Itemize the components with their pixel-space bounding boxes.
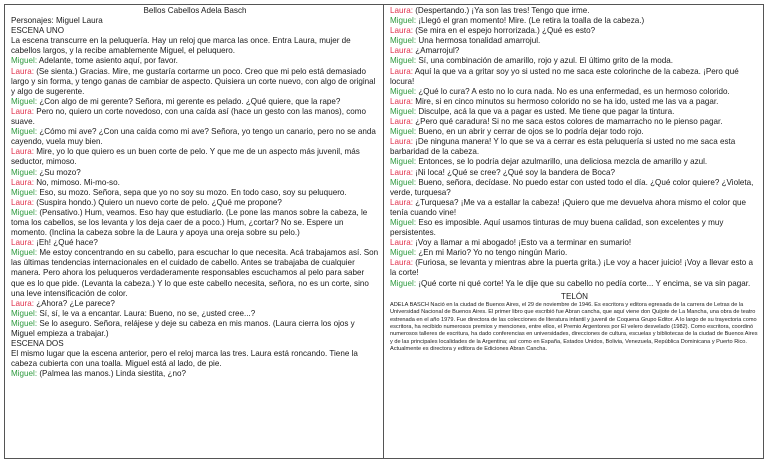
speaker-label: Laura: [11, 197, 34, 207]
dialogue-line [11, 309, 379, 319]
dialogue-line [390, 198, 759, 218]
right-dialogue [390, 6, 759, 289]
speaker-label: Miguel: [11, 369, 38, 379]
speaker-label: Miguel: [11, 187, 38, 197]
line-text: ¡Voy a llamar a mi abogado! ¡Esto va a terminar en sumario! [412, 238, 632, 248]
dialogue-line [390, 46, 759, 56]
dialogue-line [390, 157, 759, 167]
line-text: La escena transcurre en la peluquería. Hay un reloj que marca las once. Entra Laura, mujer de cabellos largos, y la recibe amablemente Miguel, el peluquero. [11, 36, 351, 56]
speaker-label: Miguel: [390, 36, 417, 46]
speaker-label: Miguel: [11, 127, 38, 137]
speaker-label: Laura: [390, 117, 413, 127]
dialogue-line [11, 238, 379, 248]
curtain-heading: TELÓN [561, 291, 588, 301]
speaker-label: Miguel: [390, 16, 417, 26]
dialogue-line [390, 87, 759, 97]
scene-one-heading: ESCENA UNO [11, 26, 65, 36]
speaker-label: Miguel: [390, 248, 417, 258]
line-text: ¿Cómo mi ave? ¿Con una caída como mi ave? Señora, yo tengo un canario, pero no se anda cayendo, vuela muy bien. [11, 127, 376, 147]
speaker-label: Laura: [11, 106, 34, 116]
speaker-label: Miguel: [390, 177, 417, 187]
speaker-label: Laura: [11, 147, 34, 157]
speaker-label: Miguel: [11, 318, 38, 328]
line-text: Entonces, se lo podría dejar azulmarillo, una deliciosa mezcla de amarillo y azul. [416, 157, 708, 167]
speaker-label: Laura: [390, 26, 413, 36]
speaker-label: Laura: [390, 258, 413, 268]
dialogue-line [390, 6, 759, 16]
dialogue-line [390, 67, 759, 87]
line-text: ¡Qué corte ni qué corte! Ya le dije que su cabello no pedía corte... Y encima, se va sin pagar. [416, 278, 751, 288]
dialogue-line [11, 188, 379, 198]
dialogue-line [390, 238, 759, 248]
line-text: ¡Eh! ¿Qué hace? [33, 238, 98, 248]
dialogue-line [11, 339, 379, 349]
dialogue-line [11, 36, 379, 56]
speaker-label: Laura: [390, 197, 413, 207]
line-text: ¿Su mozo? [37, 167, 81, 177]
line-text: ¿Ahora? ¿Le parece? [33, 298, 115, 308]
speaker-label: Miguel: [390, 157, 417, 167]
speaker-label: Laura: [11, 238, 34, 248]
line-text: Eso es imposible. Aquí usamos tinturas de muy buena calidad, son excelentes y muy persistentes. [390, 217, 724, 238]
speaker-label: Laura: [390, 167, 413, 177]
line-text: ¿Con algo de mi gerente? Señora, mi gerente es pelado. ¿Qué quiere, que la rape? [37, 96, 341, 106]
line-text: (Se mira en el espejo horrorizada.) ¿Qué es esto? [412, 26, 596, 36]
dialogue-line [390, 56, 759, 66]
speaker-label: Miguel: [11, 308, 38, 318]
dialogue-line [390, 248, 759, 258]
line-text: Eso, su mozo. Señora, sepa que yo no soy su mozo. En todo caso, soy su peluquero. [37, 187, 347, 197]
dialogue-line [390, 258, 759, 278]
dialogue-line [11, 168, 379, 178]
line-text: Una hermosa tonalidad amarrojul. [416, 36, 541, 46]
line-text: Bueno, señora, decídase. No puedo estar con usted todo el día. ¿Qué color quiere? ¿Violeta, verde, turquesa? [390, 177, 754, 197]
characters-line: Personajes: Miguel Laura [11, 16, 103, 26]
line-text: ESCENA DOS [11, 339, 64, 349]
line-text: Aquí la que va a gritar soy yo si usted no me saca este colorinche de la cabeza. ¡Pero qué locura! [390, 66, 739, 86]
dialogue-line [11, 208, 379, 238]
line-text: El mismo lugar que la escena anterior, pero el reloj marca las tres. Laura está roncando. Tiene la cabeza cubierta con una toalla. Miguel está al lado, de pie. [11, 349, 358, 369]
line-text: Disculpe, acá la que va a pagar es usted. Me tiene que pagar la tintura. [416, 106, 675, 116]
line-text: ¡De ninguna manera! Y lo que se va a cerrar es esta peluquería si usted no me saca esta barbaridad de la cabeza. [390, 137, 736, 157]
line-text: ¿Amarrojul? [412, 46, 460, 56]
line-text: (Se sienta.) Gracias. Mire, me gustaría cortarme un poco. Creo que mi pelo está demasiado largo y sin forma, y tengo ganas de cambiar de aspecto. Quisiera un corte nuevo, con algo de original y algo de sugerente. [11, 66, 376, 96]
line-text: ¿Pero qué caradura! Si no me saca estos colores de mamarracho no le pienso pagar. [412, 117, 723, 127]
speaker-label: Miguel: [11, 56, 38, 66]
dialogue-line [11, 198, 379, 208]
line-text: ¡Llegó el gran momento! Mire. (Le retira la toalla de la cabeza.) [416, 16, 645, 26]
dialogue-line [11, 107, 379, 127]
speaker-label: Miguel: [11, 96, 38, 106]
dialogue-line [11, 299, 379, 309]
author-bio: ADELA BASCH Nació en la ciudad de Buenos Aires, el 29 de noviembre de 1946. Es escritora y editora egresada de la carrera de Letras de la Universidad Nacional de Buenos Aires. El primer libro que escribió fue Abran cancha, que aquí viene don Quijote de La Mancha, una obra de teatro estrenada en el año 1979. Fue directora de las colecciones de literatura infantil y juvenil de Coquena Grupo Editor. A lo largo de su trayectoria como escritora, ha recibido numerosos premios y menciones, entre ellos, el Premio Argentores por El velero desvelado (1982). Como escritora, coordinó numerosos talleres de escritura, ha dado conferencias en universidades, direcciones de cultura, escuelas y bibliotecas de la ciudad de Buenos Aires y de las principales localidades de la Argentina; así como en España, Estados Unidos, Bolivia, Venezuela, República Dominicana y Puerto Rico. Actualmente es directora y editora de Ediciones Abran Cancha. [390, 301, 758, 353]
dialogue-line [390, 117, 759, 127]
line-text: (Despertando.) ¡Ya son las tres! Tengo que irme. [412, 6, 590, 15]
line-text: Bueno, en un abrir y cerrar de ojos se lo podría dejar todo rojo. [416, 127, 644, 137]
line-text: (Pensativo.) Hum, veamos. Eso hay que estudiarlo. (Le pone las manos sobre la cabeza, le toma los cabellos, se los levanta y los deja caer de a poco.) Hum, ¿cortar? No se. Espere un momento. (Inclina la cabeza sobre la de Laura y apoya una oreja sobre su pelo.) [11, 207, 368, 238]
dialogue-line [390, 127, 759, 137]
dialogue-line [11, 67, 379, 97]
dialogue-line [390, 97, 759, 107]
speaker-label: Miguel: [390, 106, 417, 116]
left-column [5, 5, 384, 458]
left-dialogue [11, 36, 379, 379]
speaker-label: Miguel: [390, 217, 417, 227]
dialogue-line [11, 127, 379, 147]
speaker-label: Laura: [390, 6, 413, 15]
speaker-label: Laura: [11, 66, 34, 76]
speaker-label: Laura: [11, 177, 34, 187]
line-text: ¿Turquesa? ¡Me va a estallar la cabeza! ¡Quiero que me devuelva ahora mismo el color que tenía cuando vine! [390, 197, 747, 217]
speaker-label: Miguel: [11, 207, 38, 217]
line-text: Se lo aseguro. Señora, relájese y deje su cabeza en mis manos. (Laura cierra los ojos y Miguel empieza a trabajar.) [11, 318, 355, 338]
line-text: No, mimoso. Mi-mo-so. [33, 177, 120, 187]
line-text: Sí, sí, le va a encantar. Laura: Bueno, no se, ¿usted cree...? [37, 308, 256, 318]
speaker-label: Laura: [390, 46, 413, 56]
speaker-label: Laura: [390, 96, 413, 106]
line-text: Mire, yo lo que quiero es un buen corte de pelo. Y que me de un aspecto más juvenil, más seductor, mimoso. [11, 147, 360, 167]
speaker-label: Miguel: [390, 127, 417, 137]
play-title: Bellos Cabellos Adela Basch [143, 6, 247, 15]
dialogue-line [390, 137, 759, 157]
dialogue-line [11, 248, 379, 298]
dialogue-line [390, 36, 759, 46]
line-text: (Furiosa, se levanta y mientras abre la puerta grita.) ¡Le voy a hacer juicio! ¡Voy a llevar esto a la corte! [390, 258, 754, 278]
speaker-label: Miguel: [11, 167, 38, 177]
dialogue-line [11, 56, 379, 66]
speaker-label: Laura: [390, 66, 413, 76]
line-text: (Suspira hondo.) Quiero un nuevo corte de pelo. ¿Qué me propone? [33, 197, 282, 207]
dialogue-line [390, 218, 759, 238]
dialogue-line [11, 147, 379, 167]
line-text: (Palmea las manos.) Linda siestita, ¿no? [37, 369, 186, 379]
dialogue-line [390, 107, 759, 117]
speaker-label: Miguel: [11, 248, 38, 258]
document-page [4, 4, 764, 459]
line-text: Adelante, tome asiento aquí, por favor. [37, 56, 178, 66]
dialogue-line [11, 349, 379, 369]
line-text: Pero no, quiero un corte novedoso, con una caída así (hace un gesto con las manos), como suave. [11, 106, 366, 127]
dialogue-line [390, 26, 759, 36]
line-text: Sí, una combinación de amarillo, rojo y azul. El último grito de la moda. [416, 56, 673, 66]
right-column [384, 5, 763, 458]
dialogue-line [390, 178, 759, 198]
dialogue-line [390, 279, 759, 289]
line-text: ¡Ni loca! ¿Qué se cree? ¿Qué soy la bandera de Boca? [412, 167, 615, 177]
line-text: Me estoy concentrando en su cabello, para escuchar lo que necesita. Acá trabajamos así. Son las últimas tendencias internacionales en el cuidado de cabello. Antes se trabajaba de cualquier manera. Pero ahora los peluqueros verdaderamente responsables escuchamos al pelo para saber que es lo que pide. (Levanta la cabeza.) Y lo que este cabello necesita, señora, no es un corte, sino una leve intensificación de color. [11, 248, 379, 298]
speaker-label: Laura: [390, 137, 413, 147]
dialogue-line [11, 178, 379, 188]
speaker-label: Miguel: [390, 278, 417, 288]
dialogue-line [11, 97, 379, 107]
speaker-label: Miguel: [390, 56, 417, 66]
dialogue-line [390, 16, 759, 26]
speaker-label: Laura: [390, 238, 413, 248]
line-text: Mire, si en cinco minutos su hermoso colorido no se ha ido, usted me las va a pagar. [412, 96, 719, 106]
line-text: ¿Qué lo cura? A esto no lo cura nada. No es una enfermedad, es un hermoso colorido. [416, 86, 730, 96]
speaker-label: Laura: [11, 298, 34, 308]
dialogue-line [11, 319, 379, 339]
dialogue-line [11, 369, 379, 379]
dialogue-line [390, 168, 759, 178]
line-text: ¿En mi Mario? Yo no tengo ningún Mario. [416, 248, 568, 258]
speaker-label: Miguel: [390, 86, 417, 96]
